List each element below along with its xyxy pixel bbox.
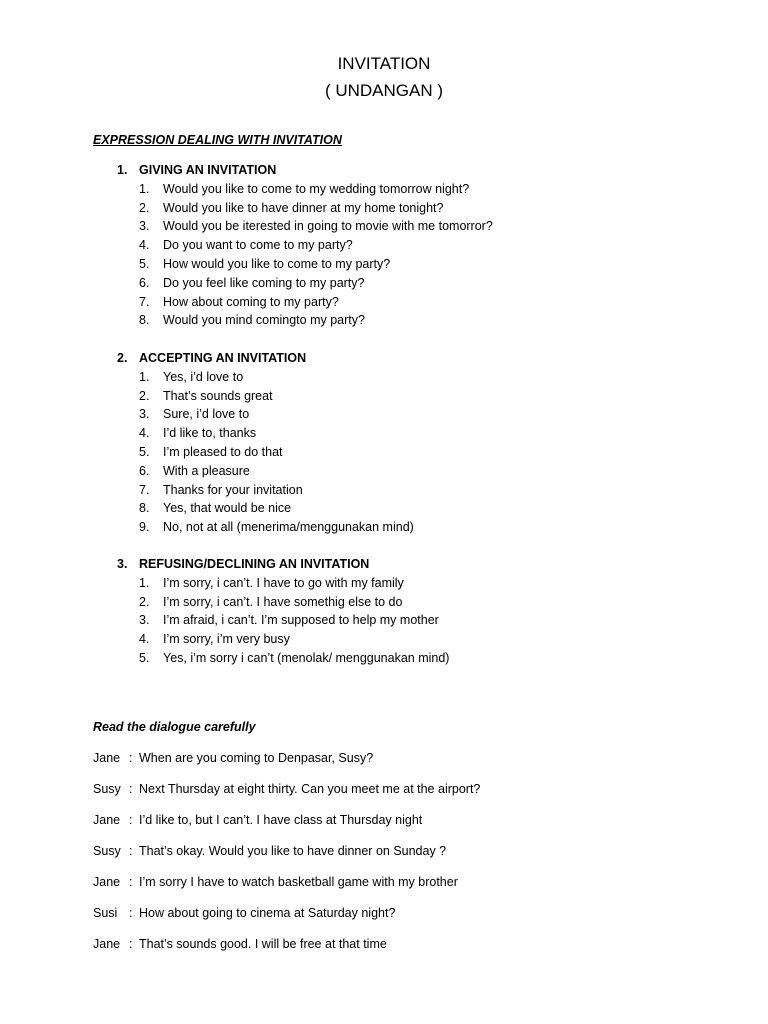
list-item-text: Do you feel like coming to my party? bbox=[163, 275, 365, 290]
list-item bbox=[139, 426, 256, 440]
list-item-text: I’d like to, thanks bbox=[163, 426, 257, 441]
list-item bbox=[139, 613, 439, 627]
list-item-number: 7. bbox=[139, 294, 150, 309]
dialogue-text: That’s sounds good. I will be free at that time bbox=[139, 937, 387, 951]
list-item-number: 2. bbox=[139, 388, 150, 403]
dialogue-colon: : bbox=[129, 875, 133, 889]
dialogue-line bbox=[93, 782, 480, 796]
list-item-text: How would you like to come to my party? bbox=[163, 257, 391, 271]
list-item bbox=[139, 257, 390, 271]
list-item-text: How about coming to my party? bbox=[163, 294, 339, 309]
dialogue-colon: : bbox=[129, 844, 133, 858]
list-item-text: No, not at all (menerima/menggunakan mind) bbox=[163, 520, 414, 535]
list-item-text: Would you like to have dinner at my home tonight? bbox=[163, 200, 444, 215]
document-subtitle: ( UNDANGAN ) bbox=[324, 81, 444, 100]
list-item bbox=[139, 501, 291, 515]
list-item bbox=[139, 219, 493, 233]
list-item bbox=[139, 201, 444, 215]
list-item-number: 2. bbox=[139, 200, 150, 215]
list-item-text: With a pleasure bbox=[163, 463, 250, 478]
dialogue-heading: Read the dialogue carefully bbox=[93, 720, 256, 734]
group-heading bbox=[117, 557, 369, 571]
list-item-number: 1. bbox=[139, 575, 150, 590]
list-item-number: 1. bbox=[139, 369, 150, 384]
group-heading bbox=[117, 163, 276, 177]
group-heading-text: ACCEPTING AN INVITATION bbox=[139, 351, 307, 365]
dialogue-colon: : bbox=[129, 906, 133, 920]
dialogue-colon: : bbox=[129, 937, 133, 951]
list-item-number: 7. bbox=[139, 482, 150, 497]
list-item bbox=[139, 389, 273, 403]
dialogue-speaker: Jane bbox=[93, 751, 121, 765]
dialogue-text: I’m sorry I have to watch basketball game with my brother bbox=[139, 875, 458, 889]
dialogue-line bbox=[93, 813, 422, 827]
list-item-number: 9. bbox=[139, 520, 150, 535]
dialogue-colon: : bbox=[129, 782, 133, 796]
list-item-number: 6. bbox=[139, 463, 150, 478]
list-item bbox=[139, 238, 353, 252]
dialogue-speaker: Susy bbox=[93, 782, 121, 796]
dialogue-line bbox=[93, 906, 395, 920]
dialogue-speaker: Jane bbox=[93, 937, 121, 951]
list-item bbox=[139, 520, 414, 534]
list-item bbox=[139, 483, 303, 497]
list-item-text: Would you be iterested in going to movie with me tomorror? bbox=[163, 219, 493, 234]
list-item-number: 3. bbox=[139, 407, 150, 422]
list-item bbox=[139, 445, 283, 459]
dialogue-speaker: Jane bbox=[93, 813, 121, 827]
list-item bbox=[139, 632, 290, 646]
list-item bbox=[139, 370, 243, 384]
list-item bbox=[139, 182, 469, 196]
list-item-number: 8. bbox=[139, 501, 150, 516]
dialogue-speaker: Susy bbox=[93, 844, 121, 858]
dialogue-text: How about going to cinema at Saturday night? bbox=[139, 906, 396, 920]
dialogue-speaker: Susi bbox=[93, 906, 118, 920]
dialogue-text: When are you coming to Denpasar, Susy? bbox=[139, 751, 374, 765]
list-item-number: 4. bbox=[139, 632, 150, 647]
dialogue-line bbox=[93, 844, 446, 858]
list-item-text: Do you want to come to my party? bbox=[163, 238, 353, 253]
dialogue-line bbox=[93, 751, 373, 765]
list-item bbox=[139, 464, 250, 478]
list-item bbox=[139, 407, 249, 421]
list-item-text: Yes, i’m sorry i can’t (menolak/ menggunakan mind) bbox=[163, 651, 450, 665]
list-item bbox=[139, 276, 364, 290]
dialogue-colon: : bbox=[129, 813, 133, 827]
list-item bbox=[139, 576, 404, 590]
list-item-text: Would you like to come to my wedding tomorrow night? bbox=[163, 181, 470, 196]
dialogue-colon: : bbox=[129, 751, 133, 765]
list-item-number: 5. bbox=[139, 445, 150, 459]
dialogue-text: That’s okay. Would you like to have dinner on Sunday ? bbox=[139, 844, 447, 858]
list-item-text: Yes, that would be nice bbox=[163, 501, 292, 516]
list-item-number: 1. bbox=[139, 181, 150, 196]
list-item-text: That’s sounds great bbox=[163, 388, 273, 403]
list-item-number: 5. bbox=[139, 651, 150, 665]
list-item-text: Thanks for your invitation bbox=[163, 482, 303, 497]
list-item-text: I’m pleased to do that bbox=[163, 445, 283, 459]
list-item-text: Yes, i’d love to bbox=[163, 369, 244, 384]
list-item bbox=[139, 595, 402, 609]
list-item-number: 8. bbox=[139, 313, 150, 328]
list-item bbox=[139, 651, 449, 665]
list-item bbox=[139, 313, 365, 327]
list-item-text: I’m sorry, i can’t. I have to go with my family bbox=[163, 575, 404, 590]
list-item-text: I’m sorry, i’m very busy bbox=[163, 632, 290, 647]
document-title: INVITATION bbox=[337, 54, 431, 73]
group-number: 3. bbox=[117, 557, 128, 571]
list-item-text: Sure, i’d love to bbox=[163, 407, 250, 422]
list-item-text: Would you mind comingto my party? bbox=[163, 313, 365, 328]
dialogue-text: Next Thursday at eight thirty. Can you meet me at the airport? bbox=[139, 782, 481, 796]
list-item-number: 3. bbox=[139, 219, 150, 234]
group-heading-text: REFUSING/DECLINING AN INVITATION bbox=[139, 557, 370, 571]
dialogue-text: I’d like to, but I can’t. I have class at Thursday night bbox=[139, 813, 423, 827]
list-item-number: 5. bbox=[139, 257, 150, 271]
list-item-number: 4. bbox=[139, 238, 150, 253]
dialogue-line bbox=[93, 937, 387, 951]
list-item-number: 2. bbox=[139, 594, 150, 609]
list-item-text: I’m afraid, i can’t. I’m supposed to help my mother bbox=[163, 613, 439, 628]
group-number: 2. bbox=[117, 351, 128, 365]
list-item-number: 3. bbox=[139, 613, 150, 628]
group-number: 1. bbox=[117, 163, 128, 177]
dialogue-speaker: Jane bbox=[93, 875, 121, 889]
list-item bbox=[139, 295, 339, 309]
group-heading bbox=[117, 351, 306, 365]
group-heading-text: GIVING AN INVITATION bbox=[139, 163, 277, 177]
list-item-text: I’m sorry, i can’t. I have somethig else to do bbox=[163, 594, 403, 609]
section-heading: EXPRESSION DEALING WITH INVITATION bbox=[93, 133, 342, 147]
dialogue-line bbox=[93, 875, 458, 889]
list-item-number: 4. bbox=[139, 426, 150, 441]
list-item-number: 6. bbox=[139, 275, 150, 290]
